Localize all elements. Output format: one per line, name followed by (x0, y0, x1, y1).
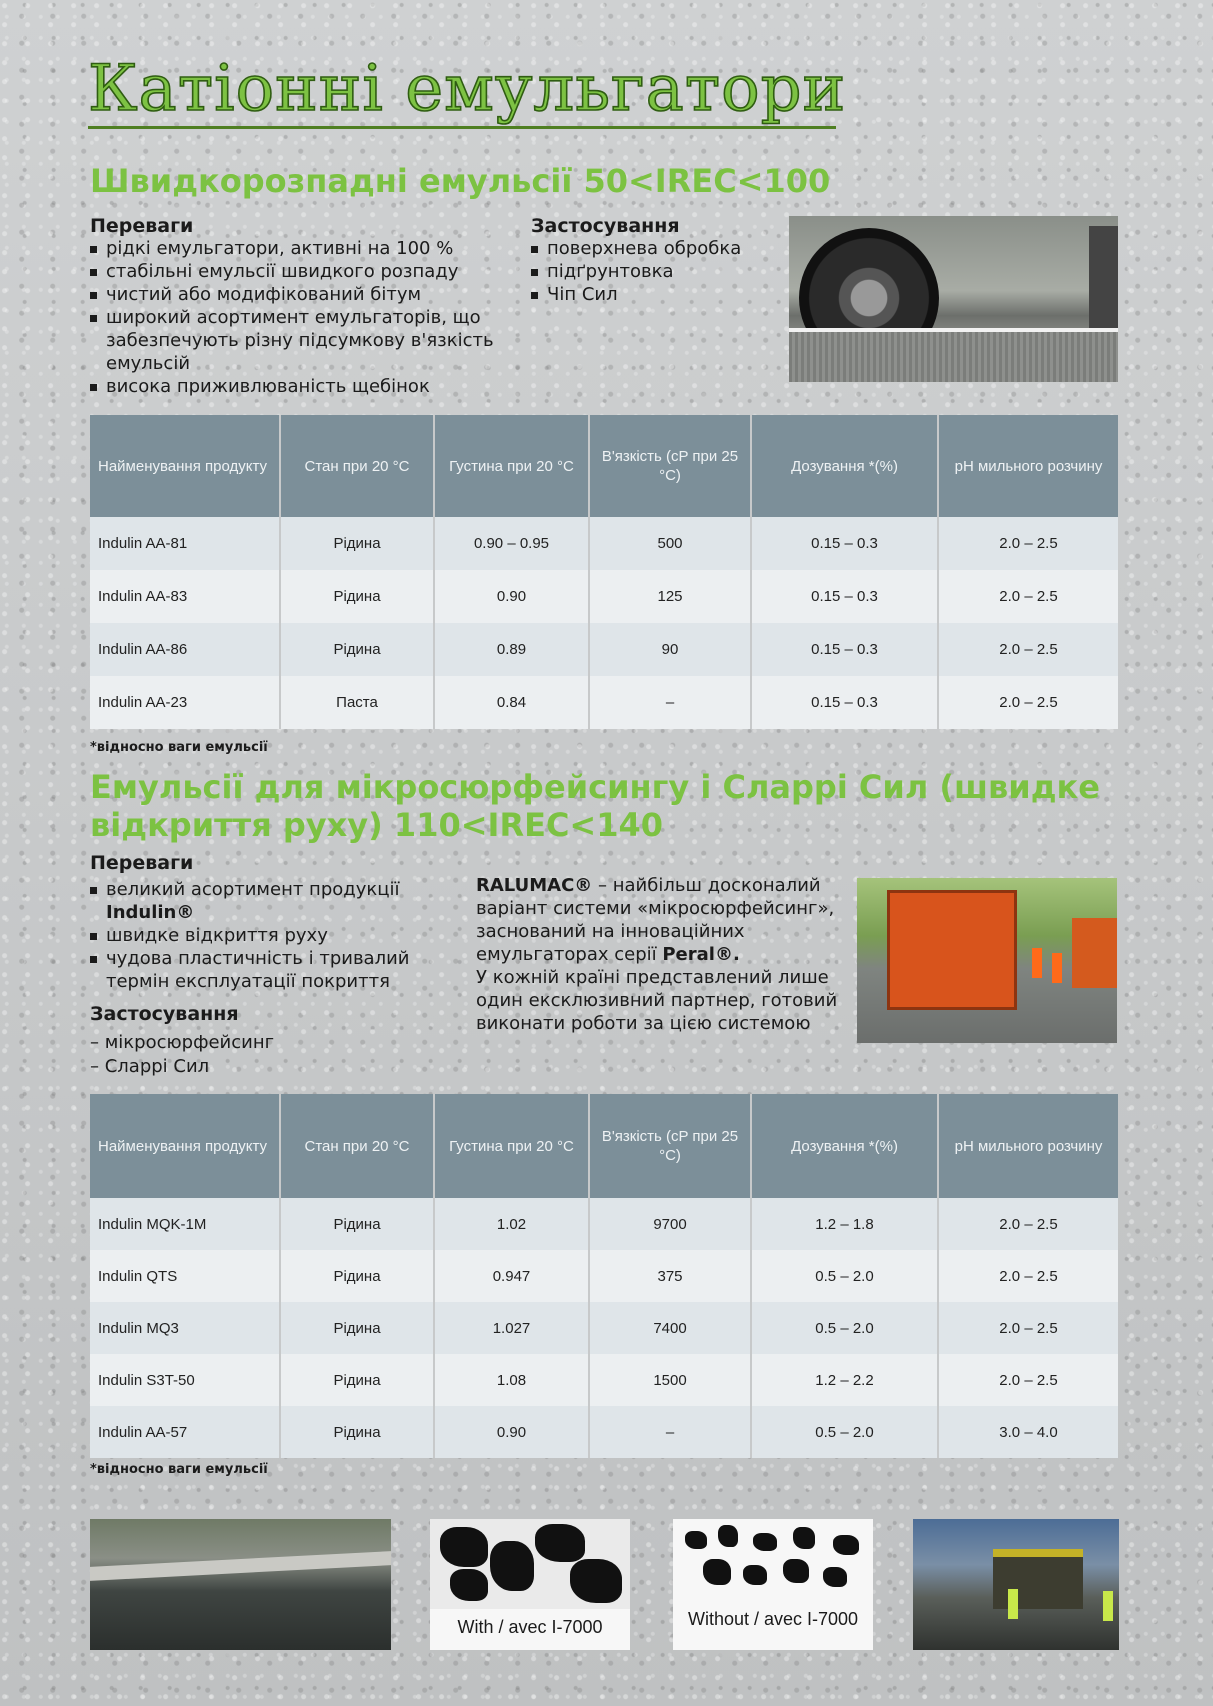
with-additive-photo (430, 1519, 630, 1650)
table-cell: 0.15 – 0.3 (751, 623, 938, 676)
section2-advantages-list (90, 878, 450, 993)
stone-shape (535, 1524, 585, 1562)
table-cell: 1.02 (434, 1198, 589, 1250)
stone-shape (685, 1531, 707, 1549)
table-cell: Indulin AA-81 (90, 517, 280, 570)
list-item: широкий асортимент емульгаторів, що забезпечують різну підсумкову в'язкість емульсій (90, 306, 510, 375)
list-item: Чіп Сил (531, 283, 771, 306)
section2-title: Емульсії для мікросюрфейсингу і Сларрі Сил (швидке відкриття руху) 110<IREC<140 (90, 768, 1100, 844)
header-viscosity: В'язкість (cP при 25 °C) (589, 415, 751, 517)
list-item: швидке відкриття руху (90, 924, 450, 947)
table-cell: 0.5 – 2.0 (751, 1406, 938, 1458)
table-cell: 0.5 – 2.0 (751, 1250, 938, 1302)
road-works-photo (857, 878, 1117, 1043)
worker-shape (1032, 948, 1042, 978)
worker-shape (1008, 1589, 1018, 1619)
section1-applications-list (531, 237, 771, 306)
section1-applications (531, 215, 771, 306)
paver-machine-shape (993, 1549, 1083, 1609)
table-cell: Рідина (280, 570, 434, 623)
table-cell: 2.0 – 2.5 (938, 1250, 1118, 1302)
truck-part-shape (1089, 226, 1118, 336)
without-caption: Without / avec I-7000 (687, 1609, 859, 1629)
table-row (90, 1198, 1118, 1250)
table-cell: 3.0 – 4.0 (938, 1406, 1118, 1458)
list-item: – Сларрі Сил (90, 1056, 210, 1077)
asphalt-paving-photo (913, 1519, 1119, 1650)
orange-truck-shape (887, 890, 1017, 1010)
table-cell: 0.90 – 0.95 (434, 517, 589, 570)
list-item: стабільні емульсії швидкого розпаду (90, 260, 510, 283)
list-item: – мікросюрфейсинг (90, 1032, 275, 1053)
road-texture-shape (789, 332, 1118, 382)
header-viscosity: В'язкість (cP при 25 °C) (589, 1094, 751, 1198)
table-cell: Рідина (280, 623, 434, 676)
section1-application-heading: Застосування (531, 215, 680, 237)
table-cell: 2.0 – 2.5 (938, 623, 1118, 676)
ralumac-text: – найбільш досконалий варіант системи «мікросюрфейсинг», заснований на інноваційних емульгаторах серії (476, 875, 835, 965)
table-cell: 2.0 – 2.5 (938, 676, 1118, 729)
table-row (90, 1406, 1118, 1458)
table-row (90, 570, 1118, 623)
stone-shape (793, 1527, 815, 1549)
table-cell: Indulin AA-23 (90, 676, 280, 729)
header-product: Найменування продукту (90, 415, 280, 517)
table-cell: Рідина (280, 1406, 434, 1458)
stone-shape (703, 1559, 731, 1585)
ralumac-paragraph-2: У кожній країні представлений лише один ексклюзивний партнер, готовий виконати роботи за цією системою (476, 967, 838, 1034)
section1-advantages-heading: Переваги (90, 215, 194, 237)
list-item: рідкі емульгатори, активні на 100 % (90, 237, 510, 260)
ralumac-description (476, 874, 841, 1035)
worker-shape (1103, 1591, 1113, 1621)
table-cell: 2.0 – 2.5 (938, 1354, 1118, 1406)
section2-application-heading: Застосування (90, 1003, 239, 1025)
header-dosage: Дозування *(%) (751, 1094, 938, 1198)
stone-shape (570, 1559, 622, 1603)
section1-advantages-list (90, 237, 510, 398)
header-ph: pH мильного розчину (938, 415, 1118, 517)
table-cell: – (589, 676, 751, 729)
table-row (90, 1250, 1118, 1302)
table-cell: 7400 (589, 1302, 751, 1354)
header-ph: pH мильного розчину (938, 1094, 1118, 1198)
table-cell: Indulin MQ3 (90, 1302, 280, 1354)
table-cell: 1.2 – 2.2 (751, 1354, 938, 1406)
with-caption: With / avec I-7000 (457, 1617, 603, 1637)
header-state: Стан при 20 °C (280, 415, 434, 517)
table-cell: 0.15 – 0.3 (751, 517, 938, 570)
stone-shape (753, 1533, 777, 1551)
section2-applications-list (90, 1031, 450, 1079)
header-dosage: Дозування *(%) (751, 415, 938, 517)
table-cell: Indulin AA-86 (90, 623, 280, 676)
table-cell: 9700 (589, 1198, 751, 1250)
stone-shape (783, 1559, 809, 1583)
table-cell: Indulin AA-57 (90, 1406, 280, 1458)
table-header-row (90, 1094, 1118, 1198)
table-cell: 0.90 (434, 1406, 589, 1458)
table-cell: 0.89 (434, 623, 589, 676)
table-cell: Рідина (280, 1354, 434, 1406)
table-cell: Рідина (280, 1250, 434, 1302)
table-cell: 1.08 (434, 1354, 589, 1406)
table-cell: 0.15 – 0.3 (751, 676, 938, 729)
header-product: Найменування продукту (90, 1094, 280, 1198)
table-cell: 2.0 – 2.5 (938, 1302, 1118, 1354)
title-underline (88, 126, 836, 129)
section1-table (90, 415, 1118, 729)
table-cell: Рідина (280, 1302, 434, 1354)
list-item: підґрунтовка (531, 260, 771, 283)
stone-shape (718, 1525, 738, 1547)
section2-table (90, 1094, 1118, 1458)
worker-shape (1052, 953, 1062, 983)
section1-title: Швидкорозпадні емульсії 50<IREC<100 (90, 162, 831, 200)
peral-brand: Peral®. (662, 944, 740, 965)
header-density: Густина при 20 °C (434, 415, 589, 517)
table-row (90, 1302, 1118, 1354)
table-cell: Indulin QTS (90, 1250, 280, 1302)
page-title: Катіонні емульгатори (88, 52, 847, 126)
header-state: Стан при 20 °C (280, 1094, 434, 1198)
roof-edge-shape (90, 1551, 391, 1581)
table-cell: Indulin AA-83 (90, 570, 280, 623)
table-cell: 2.0 – 2.5 (938, 1198, 1118, 1250)
table-cell: 2.0 – 2.5 (938, 570, 1118, 623)
table-row (90, 1354, 1118, 1406)
list-item: чистий або модифікований бітум (90, 283, 510, 306)
orange-truck-shape (1072, 918, 1117, 988)
table-row (90, 517, 1118, 570)
table-cell: 90 (589, 623, 751, 676)
table-cell: Рідина (280, 1198, 434, 1250)
header-density: Густина при 20 °C (434, 1094, 589, 1198)
table-cell: 1.2 – 1.8 (751, 1198, 938, 1250)
stone-shape (490, 1541, 534, 1591)
table-cell: 2.0 – 2.5 (938, 517, 1118, 570)
section2-advantages (90, 852, 450, 1079)
section2-footnote: *відносно ваги емульсії (90, 1462, 268, 1477)
table-cell: 1.027 (434, 1302, 589, 1354)
table-cell: 500 (589, 517, 751, 570)
table-cell: 0.15 – 0.3 (751, 570, 938, 623)
stone-shape (743, 1565, 767, 1585)
table-cell: 125 (589, 570, 751, 623)
stone-shape (440, 1527, 488, 1567)
table-cell: 0.5 – 2.0 (751, 1302, 938, 1354)
table-cell: Рідина (280, 517, 434, 570)
section2-advantages-heading: Переваги (90, 852, 194, 874)
table-cell: Indulin S3T-50 (90, 1354, 280, 1406)
table-cell: 0.90 (434, 570, 589, 623)
table-cell: Indulin MQK-1M (90, 1198, 280, 1250)
truck-wheel-photo (789, 216, 1118, 382)
table-cell: Паста (280, 676, 434, 729)
list-item: висока приживлюваність щебінок (90, 375, 510, 398)
ralumac-paragraph (476, 874, 841, 966)
stone-shape (823, 1567, 847, 1587)
table-cell: 0.84 (434, 676, 589, 729)
table-cell: 1500 (589, 1354, 751, 1406)
indulin-brand: Indulin® (106, 902, 195, 923)
table-cell: 0.947 (434, 1250, 589, 1302)
roof-photo (90, 1519, 391, 1650)
without-additive-photo (673, 1519, 873, 1650)
stone-shape (833, 1535, 859, 1555)
section1-footnote: *відносно ваги емульсії (90, 740, 268, 755)
table-row (90, 623, 1118, 676)
table-row (90, 676, 1118, 729)
table-cell: 375 (589, 1250, 751, 1302)
list-item-text: великий асортимент продукції (106, 879, 400, 900)
list-item: чудова пластичність і тривалий термін експлуатації покриття (90, 947, 450, 993)
ralumac-brand: RALUMAC® (476, 875, 593, 896)
section1-advantages (90, 215, 510, 398)
table-cell: – (589, 1406, 751, 1458)
list-item (90, 878, 450, 924)
stone-shape (450, 1569, 488, 1601)
list-item: поверхнева обробка (531, 237, 771, 260)
table-header-row (90, 415, 1118, 517)
